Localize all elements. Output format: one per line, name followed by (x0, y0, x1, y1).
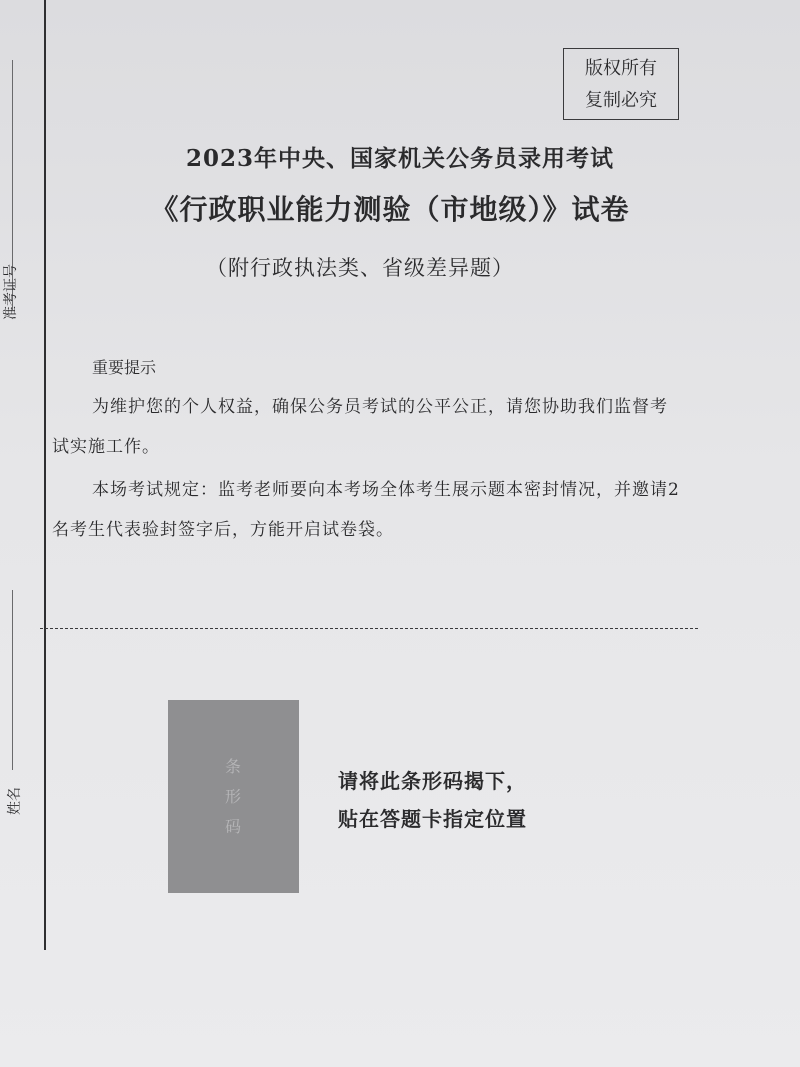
admission-number-label: 准考证号 (3, 264, 19, 320)
barcode-instruction (338, 762, 527, 838)
notice-paragraph-1: 为维护您的个人权益，确保公务员考试的公平公正，请您协助我们监督考试实施工作。 (52, 397, 668, 457)
notice-paragraph-2: 本场考试规定：监考老师要向本考场全体考生展示题本密封情况，并邀请2名考生代表验封签字后，方能开启试卷袋。 (52, 480, 680, 540)
exam-title-line1: 2023年中央、国家机关公务员录用考试 (185, 145, 614, 172)
name-line (12, 590, 13, 770)
exam-title-line2: 《行政职业能力测验（市地级）》试卷 (150, 193, 630, 226)
exam-subtitle: （附行政执法类、省级差异题） (206, 256, 514, 280)
copyright-box (563, 48, 679, 120)
barcode-sticker (168, 700, 299, 893)
tear-line (40, 628, 698, 629)
barcode-label: 条形码 (224, 757, 241, 836)
copyright-line1: 版权所有 (585, 58, 657, 79)
instruction-line1: 请将此条形码揭下， (338, 769, 527, 793)
copyright-line2: 复制必究 (585, 90, 657, 111)
notice-heading: 重要提示 (92, 358, 157, 377)
name-label: 姓名 (7, 787, 23, 815)
instruction-line2: 贴在答题卡指定位置 (338, 807, 527, 831)
